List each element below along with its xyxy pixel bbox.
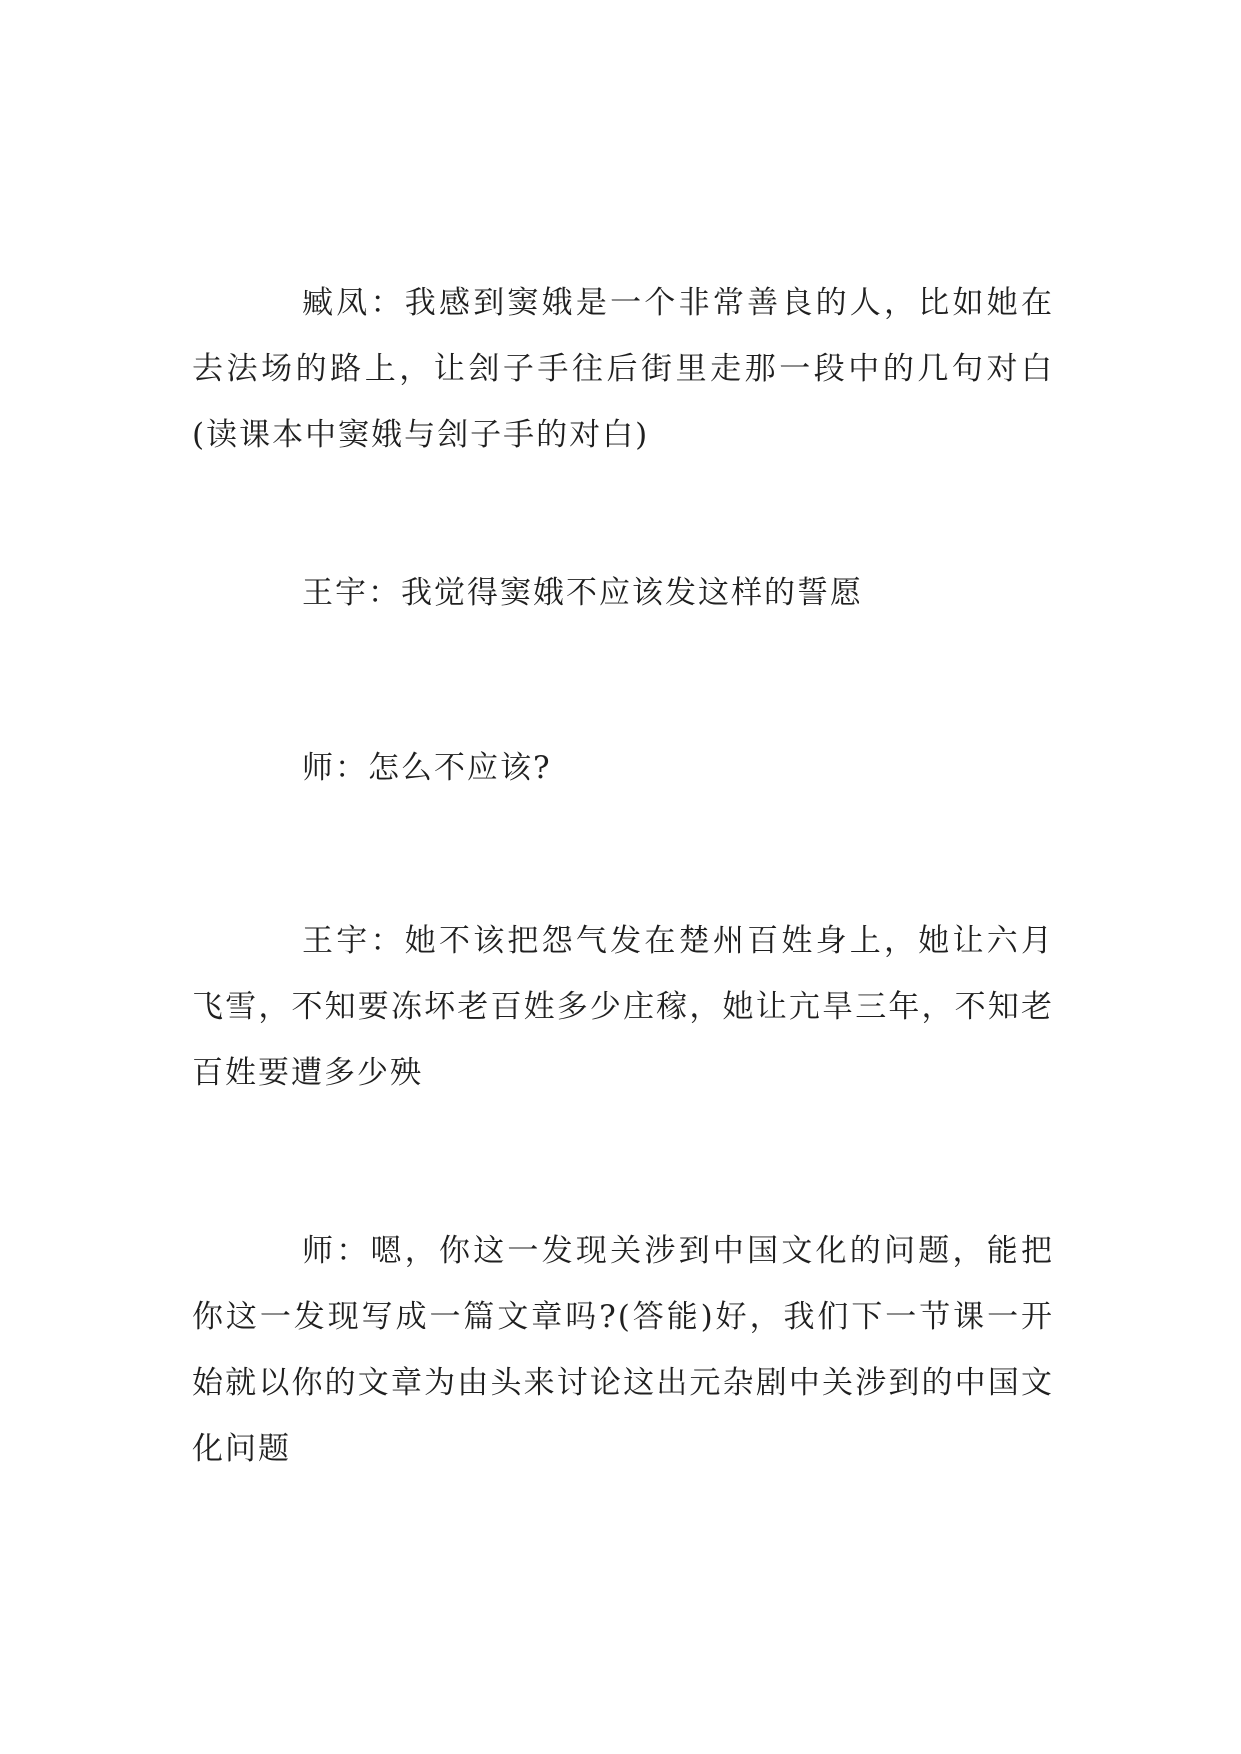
dialogue-paragraph-wang-yu-1: 王宇：我觉得窦娥不应该发这样的誓愿 (302, 575, 863, 611)
dialogue-paragraph-wang-yu-2: 王宇：她不该把怨气发在楚州百姓身上，她让六月飞雪，不知要冻坏老百姓多少庄稼，她让亢旱三年，不知老百姓要遭多少殃 (192, 923, 1054, 1091)
dialogue-paragraph-zang-feng: 臧凤：我感到窦娥是一个非常善良的人，比如她在去法场的路上，让刽子手往后街里走那一段中的几句对白(读课本中窦娥与刽子手的对白) (192, 285, 1054, 453)
dialogue-paragraph-teacher-1: 师：怎么不应该? (302, 750, 552, 786)
dialogue-paragraph-teacher-2: 师：嗯，你这一发现关涉到中国文化的问题，能把你这一发现写成一篇文章吗?(答能)好，我们下一节课一开始就以你的文章为由头来讨论这出元杂剧中关涉到的中国文化问题 (192, 1233, 1054, 1467)
